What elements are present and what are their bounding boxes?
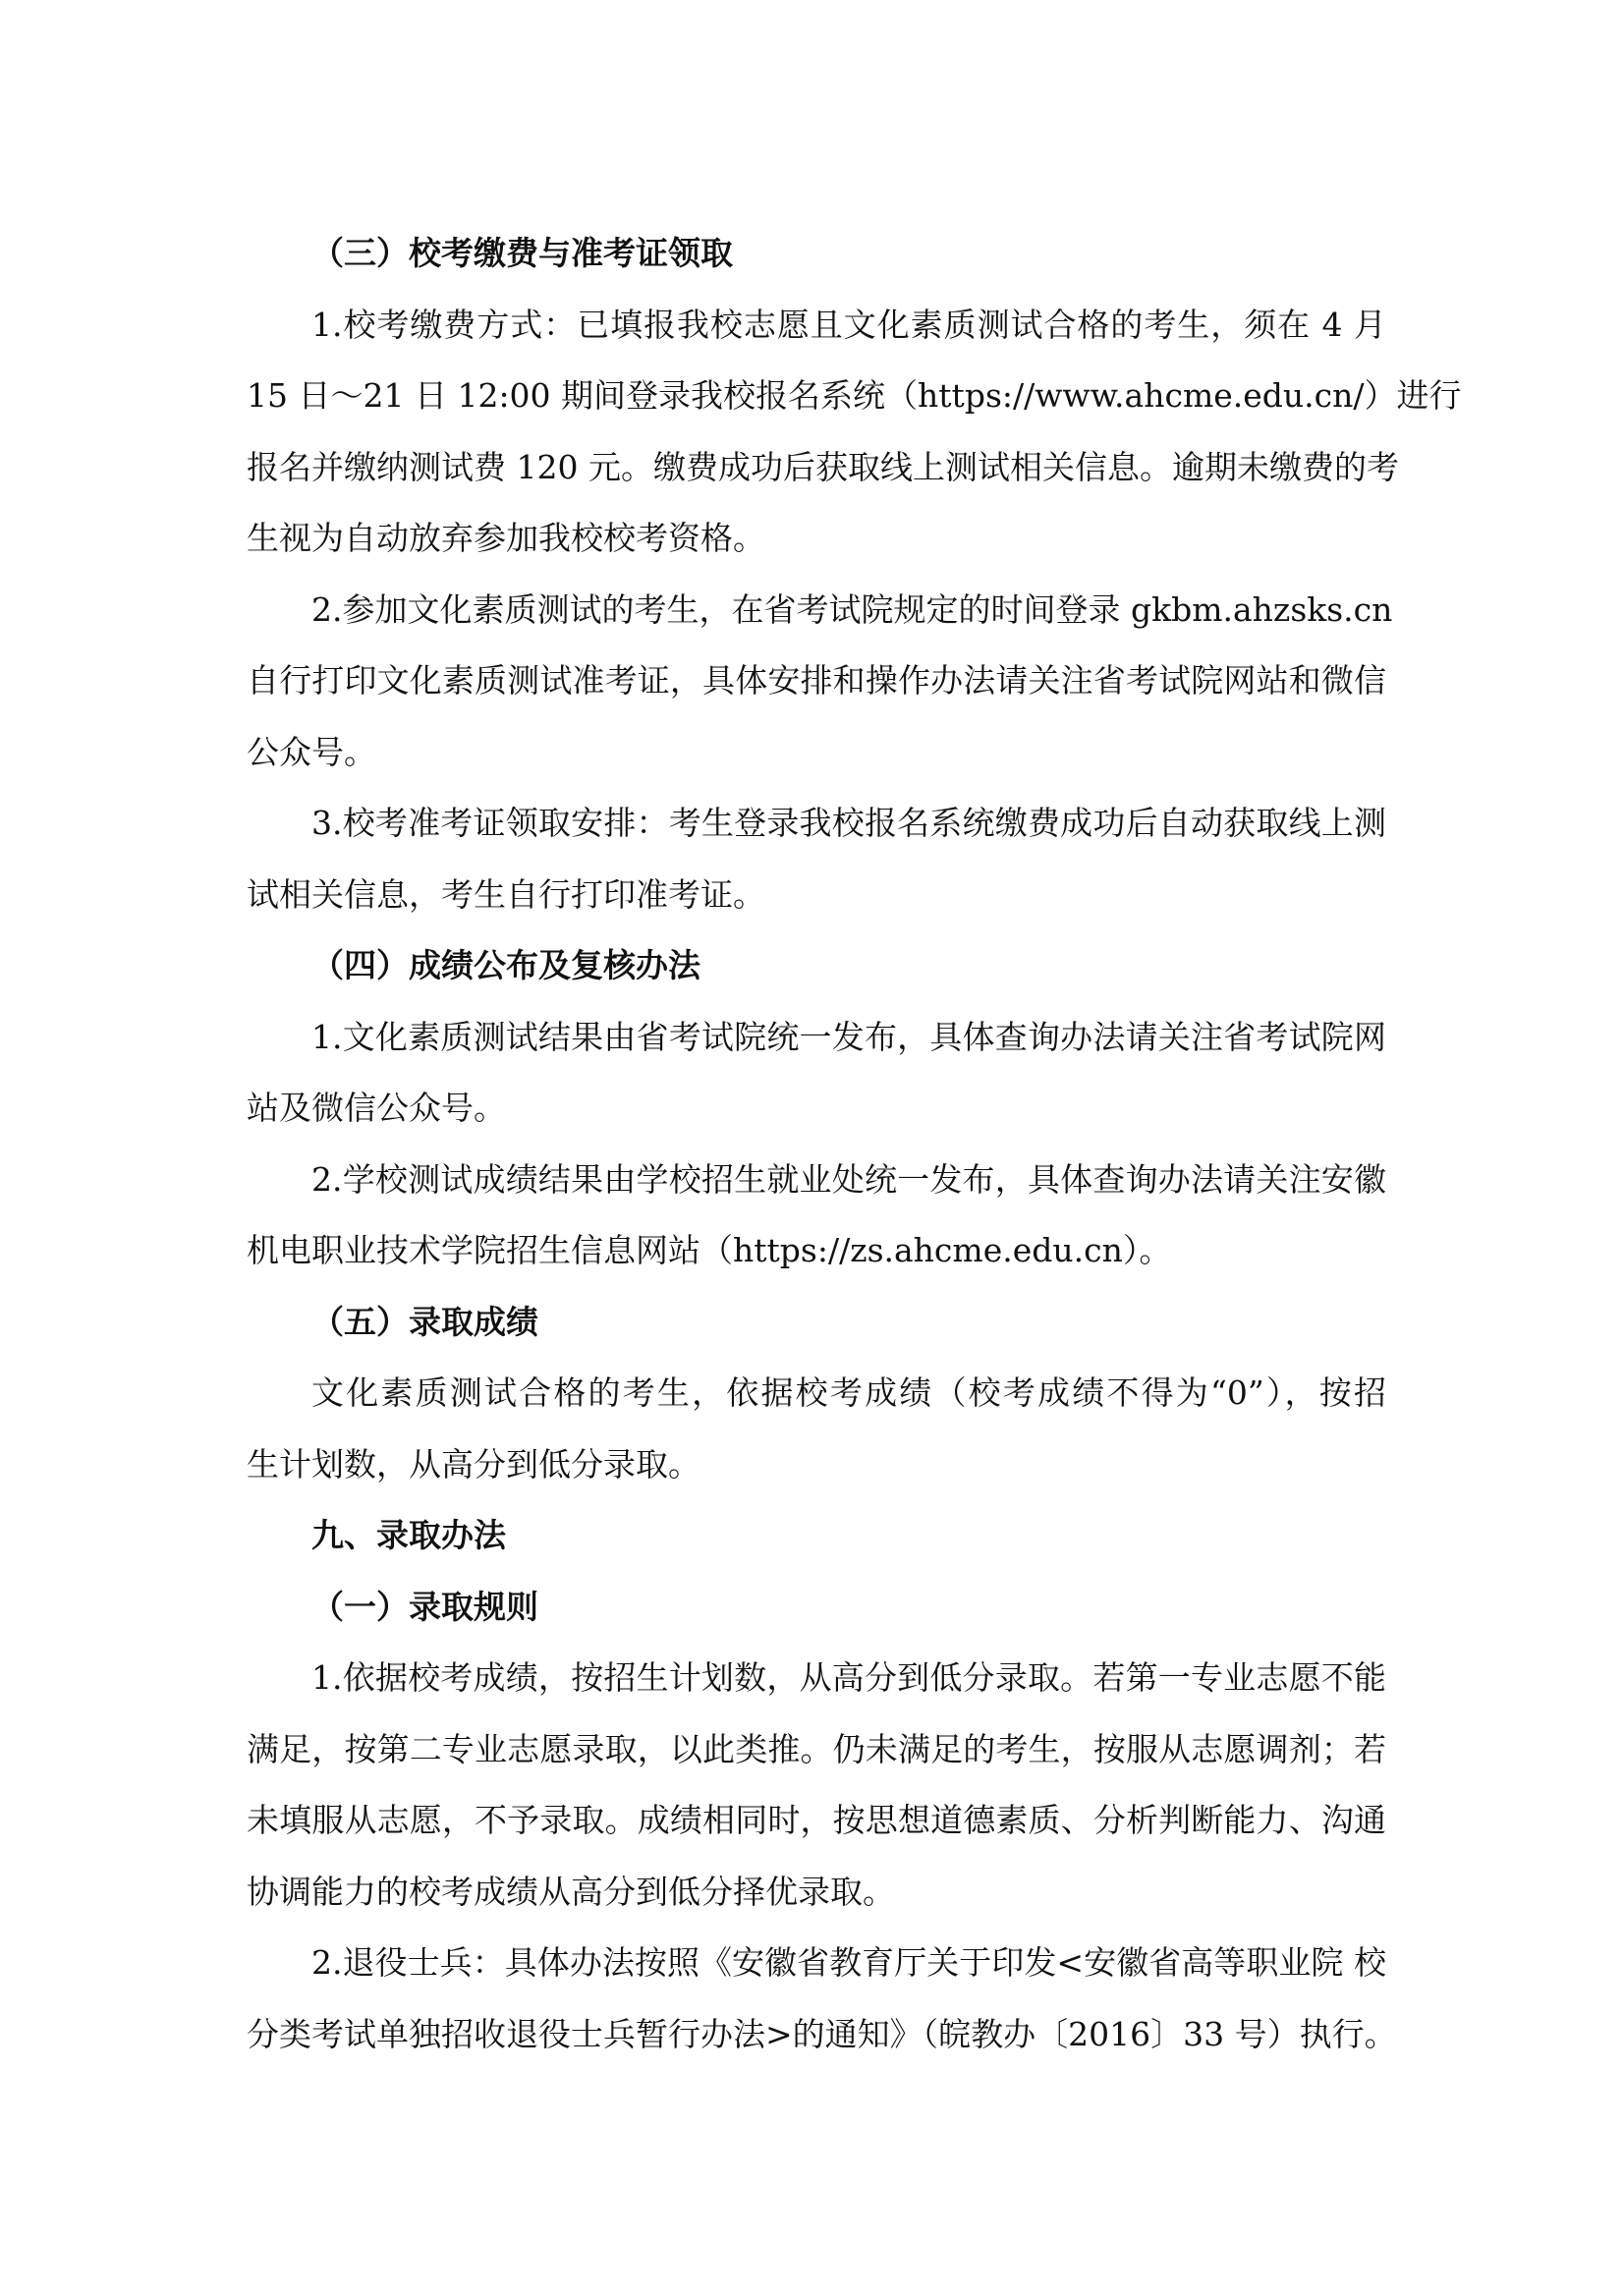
paragraph-line: 报名并缴纳测试费 120 元。缴费成功后获取线上测试相关信息。逾期未缴费的考	[247, 447, 1399, 486]
paragraph-line: 自行打印文化素质测试准考证，具体安排和操作办法请关注省考试院网站和微信	[247, 661, 1386, 700]
paragraph-line: 3.校考准考证领取安排：考生登录我校报名系统缴费成功后自动获取线上测	[311, 804, 1386, 842]
paragraph-line: 生视为自动放弃参加我校校考资格。	[247, 519, 765, 557]
paragraph-line: 2.参加文化素质测试的考生，在省考试院规定的时间登录 gkbm.ahzsks.cn	[311, 589, 1393, 629]
paragraph-line: 1.依据校考成绩，按招生计划数，从高分到低分录取。若第一专业志愿不能	[311, 1658, 1386, 1697]
paragraph-line: 生计划数，从高分到低分录取。	[247, 1444, 700, 1484]
paragraph-line: 15 日～21 日 12:00 期间登录我校报名系统（https://www.ahcme.edu.cn/）进行	[247, 376, 1462, 415]
section-heading: （四）成绩公布及复核办法	[311, 946, 700, 984]
paragraph-line: 1.文化素质测试结果由省考试院统一发布，具体查询办法请关注省考试院网	[311, 1017, 1386, 1056]
paragraph-line: 未填服从志愿，不予录取。成绩相同时，按思想道德素质、分析判断能力、沟通	[247, 1801, 1386, 1839]
paragraph-line: 分类考试单独招收退役士兵暂行办法>的通知》（皖教办〔2016〕33 号）执行。	[247, 2014, 1397, 2053]
section-heading: （五）录取成绩	[311, 1302, 538, 1341]
paragraph-line: 站及微信公众号。	[247, 1089, 506, 1127]
paragraph-line: 文化素质测试合格的考生，依据校考成绩（校考成绩不得为“0”），按招	[311, 1373, 1386, 1412]
paragraph-line: 协调能力的校考成绩从高分到低分择优录取。	[247, 1872, 895, 1911]
paragraph-line: 公众号。	[247, 732, 376, 771]
paragraph-line: 满足，按第二专业志愿录取，以此类推。仍未满足的考生，按服从志愿调剂；若	[247, 1729, 1386, 1768]
paragraph-line: 2.退役士兵：具体办法按照《安徽省教育厅关于印发<安徽省高等职业院 校	[311, 1943, 1386, 1982]
paragraph-line: 1.校考缴费方式：已填报我校志愿且文化素质测试合格的考生，须在 4 月	[311, 305, 1386, 344]
section-heading: （一）录取规则	[311, 1587, 538, 1626]
chapter-heading: 九、录取办法	[311, 1516, 506, 1554]
paragraph-line: 2.学校测试成绩结果由学校招生就业处统一发布，具体查询办法请关注安徽	[311, 1159, 1386, 1199]
section-heading: （三）校考缴费与准考证领取	[311, 234, 733, 272]
document-body	[247, 218, 1462, 2070]
paragraph-line: 试相关信息，考生自行打印准考证。	[247, 874, 765, 914]
paragraph-line: 机电职业技术学院招生信息网站（https://zs.ahcme.edu.cn）。	[247, 1231, 1172, 1269]
